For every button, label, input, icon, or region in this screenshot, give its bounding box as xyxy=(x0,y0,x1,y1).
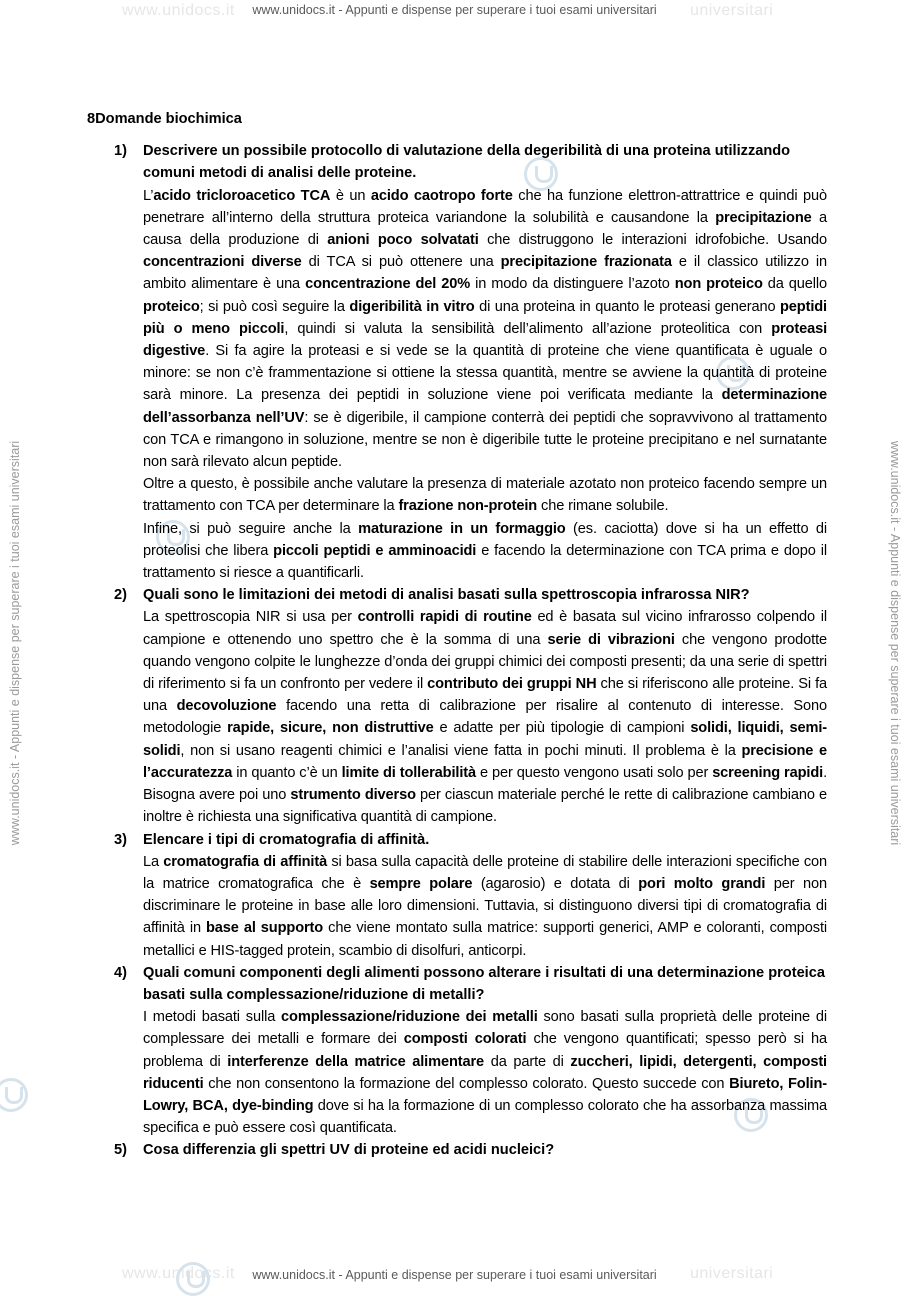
answer-keyword: precisione e l’accuratezza xyxy=(143,742,827,781)
question-item xyxy=(87,140,827,584)
answer-keyword: proteico xyxy=(143,298,200,315)
question-number: 5) xyxy=(114,1142,127,1159)
question-text: Quali comuni componenti degli alimenti possono alterare i risultati di una determinazione proteica basati sulla complessazione/riduzione di metalli? xyxy=(143,964,825,1003)
answer-keyword: precipitazione xyxy=(715,209,812,226)
question-number: 3) xyxy=(114,831,127,848)
bg-watermark-top-left: www.unidocs.it xyxy=(122,2,235,19)
answer-keyword: Biureto, Folin-Lowry, BCA, dye-binding xyxy=(143,1075,828,1114)
answer-keyword: acido caotropo forte xyxy=(370,187,513,204)
answer-keyword: anioni poco solvatati xyxy=(327,232,479,249)
answer-keyword: proteasi digestive xyxy=(143,320,827,360)
answer-keyword: non proteico xyxy=(674,276,763,293)
answer-keyword: serie di vibrazioni xyxy=(547,631,675,648)
answer-keyword: base al supporto xyxy=(206,920,324,937)
question-text: Cosa differenzia gli spettri UV di proteine ed acidi nucleici? xyxy=(143,1142,555,1159)
right-side-watermark: www.unidocs.it - Appunti e dispense per superare i tuoi esami universitari xyxy=(888,440,902,846)
answer-keyword: frazione non-protein xyxy=(398,498,538,515)
header-watermark: www.unidocs.it - Appunti e dispense per superare i tuoi esami universitari xyxy=(252,3,657,17)
answer-keyword: screening rapidi xyxy=(712,764,824,781)
answer-keyword: controlli rapidi di routine xyxy=(357,609,532,626)
answer-text: La spettroscopia NIR si usa per controlli rapidi di routine ed è basata sul vicino infrarosso colpendo il campione e ottenendo uno spettro che è la somma di una serie di vibrazioni che vengono prodotte quando vengono colpite le lunghezze d’onda dei gruppi chimici dei composti presenti; da una serie di spettri di riferimento si fa un confronto per vedere il contributo dei gruppi NH che si riferiscono alle proteine. Si fa una decovoluzione facendo una retta di calibrazione per risalire al contenuto di interesse. Sono metodologie rapide, sicure, non distruttive e adatte per più tipologie di campioni solidi, liquidi, semi-solidi, non si usano reagenti chimici e l’analisi viene fatta in pochi minuti. Il problema è la precisione e l’accuratezza in quanto c’è un limite di tollerabilità e per questo vengono usati solo per screening rapidi. Bisogna avere poi uno strumento diverso per ciascun materiale perché le rette di calibrazione cambiano e inoltre è richiesta una significativa quantità di campione. xyxy=(143,609,828,826)
answer-keyword: limite di tollerabilità xyxy=(341,764,476,781)
answer-keyword: rapide, sicure, non distruttive xyxy=(227,720,434,737)
unidocs-logo-icon xyxy=(0,1078,28,1112)
answer-keyword: interferenze della matrice alimentare xyxy=(227,1053,485,1070)
answer-keyword: concentrazioni diverse xyxy=(143,254,302,271)
answer-keyword: pori molto grandi xyxy=(638,875,766,892)
answer-keyword: zuccheri, lipidi, detergenti, composti riducenti xyxy=(143,1053,827,1092)
answer-keyword: acido tricloroacetico TCA xyxy=(153,187,331,204)
question-item xyxy=(87,1139,827,1161)
footer-watermark: www.unidocs.it - Appunti e dispense per superare i tuoi esami universitari xyxy=(252,1268,657,1282)
question-text: Elencare i tipi di cromatografia di affinità. xyxy=(143,831,430,848)
answer-keyword: digeribilità in vitro xyxy=(349,298,475,315)
answer-keyword: peptidi più o meno piccoli xyxy=(143,298,827,337)
question-text: Quali sono le limitazioni dei metodi di analisi basati sulla spettroscopia infrarossa NIR? xyxy=(143,587,750,604)
answer-keyword: complessazione/riduzione dei metalli xyxy=(281,1009,538,1026)
answer-keyword: strumento diverso xyxy=(290,787,416,804)
question-list xyxy=(87,140,827,1161)
answer-keyword: determinazione dell’assorbanza nell’UV xyxy=(143,387,827,426)
answer-keyword: composti colorati xyxy=(403,1031,527,1048)
bg-watermark-bottom-left: www.unidocs.it xyxy=(122,1265,235,1282)
answer-keyword: concentrazione del 20% xyxy=(305,276,471,293)
bg-watermark-bottom-right: universitari xyxy=(690,1265,774,1282)
question-number: 2) xyxy=(114,587,127,604)
answer-text: L’acido tricloroacetico TCA è un acido caotropo forte che ha funzione elettron-attrattrice e quindi può penetrare all’interno della struttura proteica variandone la solubilità e causandone la precipitazione a causa della produzione di anioni poco solvatati che distruggono le interazioni idrofobiche. Usando concentrazioni diverse di TCA si può ottenere una precipitazione frazionata e il classico utilizzo in ambito alimentare è una concentrazione del 20% in modo da distinguere l’azoto non proteico da quello proteico; si può così seguire la digeribilità in vitro di una proteina in quanto le proteasi generano peptidi più o meno piccoli, quindi si valuta la sensibilità dell’alimento all’azione proteolitica con proteasi digestive. Si fa agire la proteasi e si vede se la quantità di proteine che viene quantificata è uguale o minore: se non c’è frammentazione si ottiene la stessa quantità, mentre se avviene la quantità di proteine sarà minore. La presenza dei peptidi in soluzione viene poi verificata mediante la determinazione dell’assorbanza nell’UV: se è digeribile, il campione conterrà dei peptidi che sopravvivono al trattamento con TCA e rimangono in soluzione, mentre se non è digeribile tutte le proteine precipitano e nel surnatante non sarà rilevato alcun peptide. Oltre a questo, è possibile anche valutare la presenza di materiale azotato non proteico facendo sempre un trattamento con TCA per determinare la frazione non-protein che rimane solubile. Infine, si può seguire anche la maturazione in un formaggio (es. caciotta) dove si ha un effetto di proteolisi che libera piccoli peptidi e amminoacidi e facendo la determinazione con TCA prima e dopo il trattamento si riesce a quantificarli. xyxy=(143,187,828,582)
answer-keyword: sempre polare xyxy=(369,875,473,892)
answer-text: I metodi basati sulla complessazione/riduzione dei metalli sono basati sulla proprietà delle proteine di complessare dei metalli e formare dei composti colorati che vengono quantificati; spesso però si ha problema di interferenze della matrice alimentare da parte di zuccheri, lipidi, detergenti, composti riducenti che non consentono la formazione del complesso colorato. Questo succede con Biureto, Folin-Lowry, BCA, dye-binding dove si ha la formazione di un complesso colorato che ha assorbanza massima specifica e può essere così quantificata. xyxy=(143,1009,828,1137)
left-side-watermark: www.unidocs.it - Appunti e dispense per superare i tuoi esami universitari xyxy=(8,440,22,846)
question-item xyxy=(87,584,827,828)
document-title: 8Domande biochimica xyxy=(87,111,242,127)
question-item xyxy=(87,962,827,1140)
answer-keyword: contributo dei gruppi NH xyxy=(427,676,597,693)
answer-text: La cromatografia di affinità si basa sulla capacità delle proteine di stabilire delle interazioni specifiche con la matrice cromatografica che è sempre polare (agarosio) e dotata di pori molto grandi per non discriminare le proteine in base alle loro dimensioni. Tuttavia, si distinguono diversi tipi di cromatografia di affinità in base al supporto che viene montato sulla matrice: supporti generici, AMP e coloranti, composti metallici e HIS-tagged protein, scambio di disolfuri, anticorpi. xyxy=(143,853,828,959)
question-number: 4) xyxy=(114,964,127,981)
question-text: Descrivere un possibile protocollo di valutazione della degeribilità di una proteina utilizzando comuni metodi di analisi delle proteine. xyxy=(143,143,791,182)
question-item xyxy=(87,829,827,962)
bg-watermark-top-right: universitari xyxy=(690,2,774,19)
document-body xyxy=(87,108,827,1162)
question-number: 1) xyxy=(114,143,127,160)
answer-keyword: precipitazione frazionata xyxy=(500,254,672,271)
answer-keyword: solidi, liquidi, semi-solidi xyxy=(143,720,828,759)
answer-keyword: piccoli peptidi e amminoacidi xyxy=(273,542,477,559)
answer-keyword: cromatografia di affinità xyxy=(163,853,328,870)
unidocs-logo-icon xyxy=(176,1262,210,1296)
answer-keyword: maturazione in un formaggio xyxy=(358,520,566,537)
answer-keyword: decovoluzione xyxy=(176,698,277,715)
